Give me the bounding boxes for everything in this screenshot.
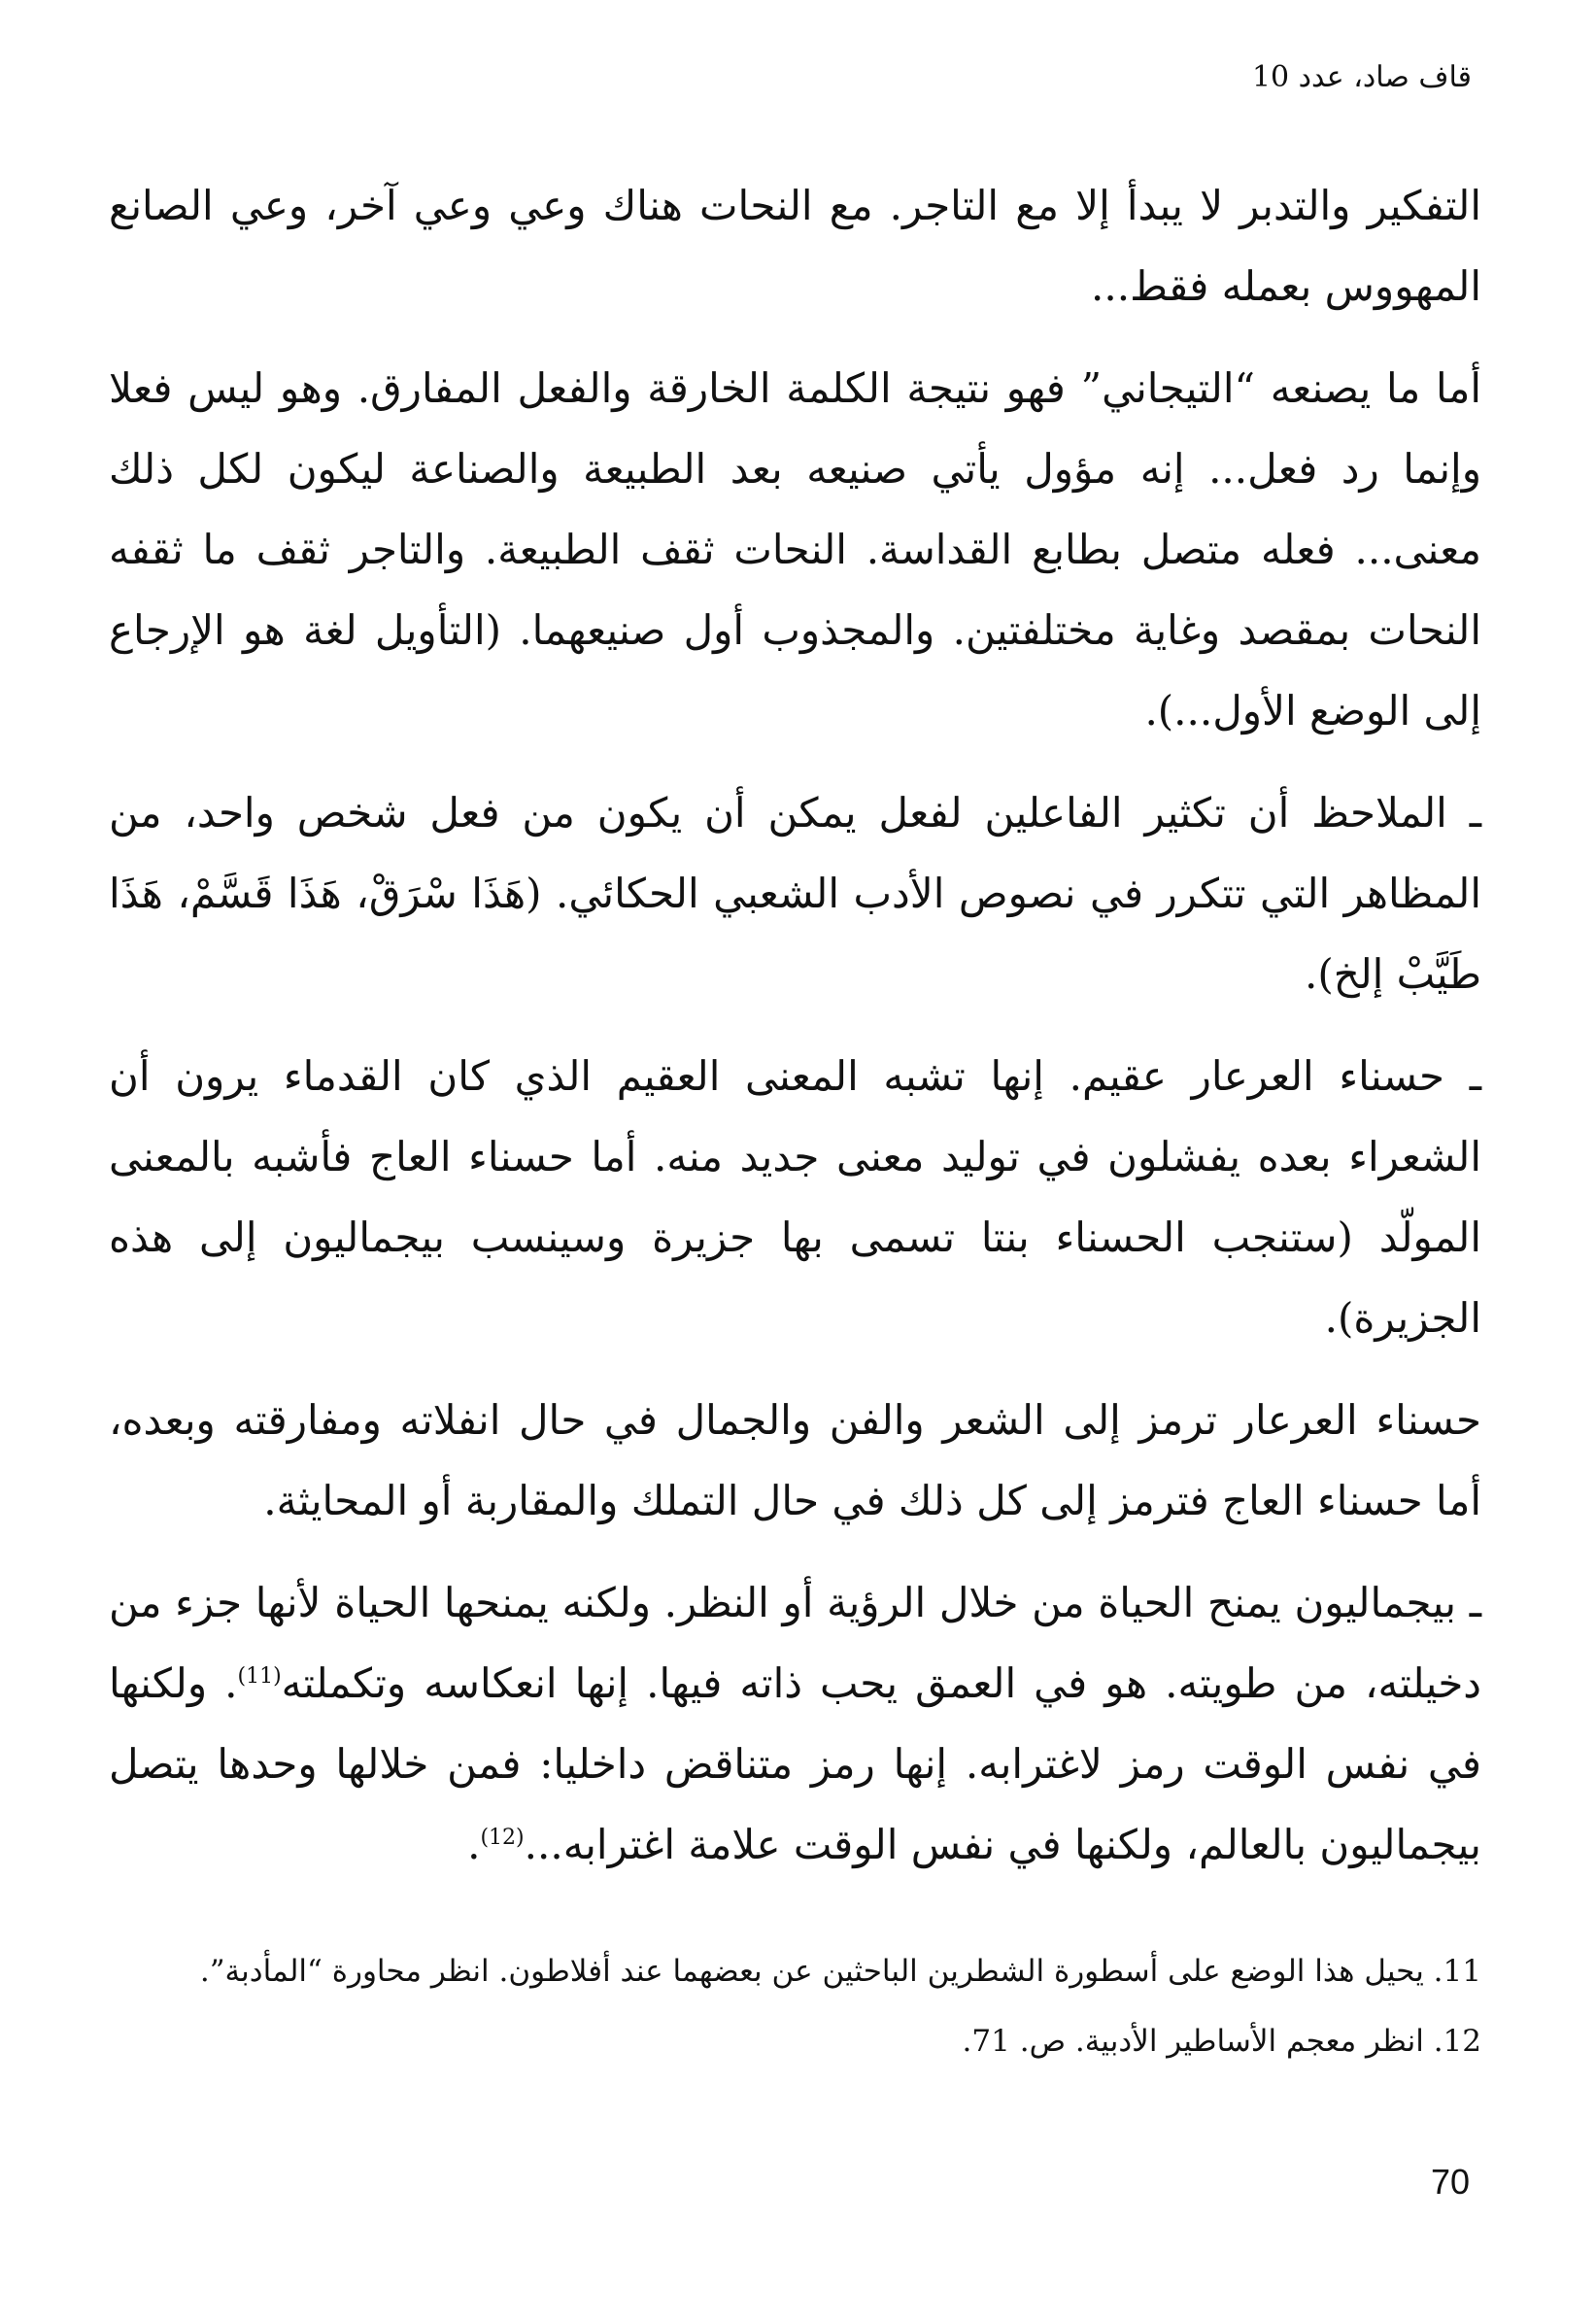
paragraph-5: حسناء العرعار ترمز إلى الشعر والفن والجمال في حال انفلاته ومفارقته وبعده، أما حسناء العاج فترمز إلى كل ذلك في حال التملك والمقاربة أو المحايثة.	[109, 1396, 1481, 1524]
paragraph-6-part-2: . ولكنها في نفس الوقت رمز لاغترابه. إنها رمز متناقض داخليا: فمن خلالها وحدها يتصل بيجماليون بالعالم، ولكنها في نفس الوقت علامة اغترابه...	[109, 1659, 1481, 1868]
running-header: قاف صاد، عدد 10	[1251, 60, 1472, 94]
footnote-ref-11[interactable]: (11)	[237, 1664, 282, 1689]
main-text	[109, 165, 1481, 1906]
footnotes	[109, 1943, 1481, 2083]
page-number: 70	[1430, 2162, 1470, 2202]
paragraph-1: التفكير والتدبر لا يبدأ إلا مع التاجر. مع النحات هناك وعي وعي آخر، وعي الصانع المهووس بعمله فقط...	[109, 182, 1482, 310]
footnote-ref-12[interactable]: (12)	[480, 1826, 525, 1850]
paragraph-6-part-1: بيجماليون يمنح الحياة من خلال الرؤية أو النظر. ولكنه يمنحها الحياة لأنها جزء من دخيلته، من طويته. هو في العمق يحب ذاته فيها. إنها انعكاسه وتكملته	[109, 1579, 1481, 1707]
paragraph-3: ـ الملاحظ أن تكثير الفاعلين لفعل يمكن أن يكون من فعل شخص واحد، من المظاهر التي تتكرر في نصوص الأدب الشعبي الحكائي. (هَذَا سْرَقْ، هَذَا قَسَّمْ، هَذَا طَيَّبْ إلخ).	[109, 772, 1481, 1014]
footnote-11: 11. يحيل هذا الوضع على أسطورة الشطرين الباحثين عن بعضهما عند أفلاطون. انظر محاورة “المأدبة”.	[199, 1954, 1481, 1989]
paragraph-2: أما ما يصنعه “التيجاني” فهو نتيجة الكلمة الخارقة والفعل المفارق. وهو ليس فعلا وإنما رد فعل... إنه مؤول يأتي صنيعه بعد الطبيعة والصناعة ليكون لكل ذلك معنى... فعله متصل بطابع القداسة. النحات ثقف الطبيعة. والتاجر ثقف ما ثقفه النحات بمقصد وغاية مختلفتين. والمجذوب أول صنيعهما. (التأويل لغة هو الإرجاع إلى الوضع الأول...).	[109, 364, 1481, 734]
paragraph-4: ـ حسناء العرعار عقيم. إنها تشبه المعنى العقيم الذي كان القدماء يرون أن الشعراء بعده يفشلون في توليد معنى جديد منه. أما حسناء العاج فأشبه بالمعنى المولّد (ستنجب الحسناء بنتا تسمى بها جزيرة وسينسب بيجماليون إلى هذه الجزيرة).	[109, 1036, 1481, 1358]
paragraph-6-part-3: .	[467, 1821, 481, 1868]
footnote-12: 12. انظر معجم الأساطير الأدبية. ص. 71.	[962, 2024, 1481, 2059]
paragraph-6	[109, 1562, 1481, 1885]
